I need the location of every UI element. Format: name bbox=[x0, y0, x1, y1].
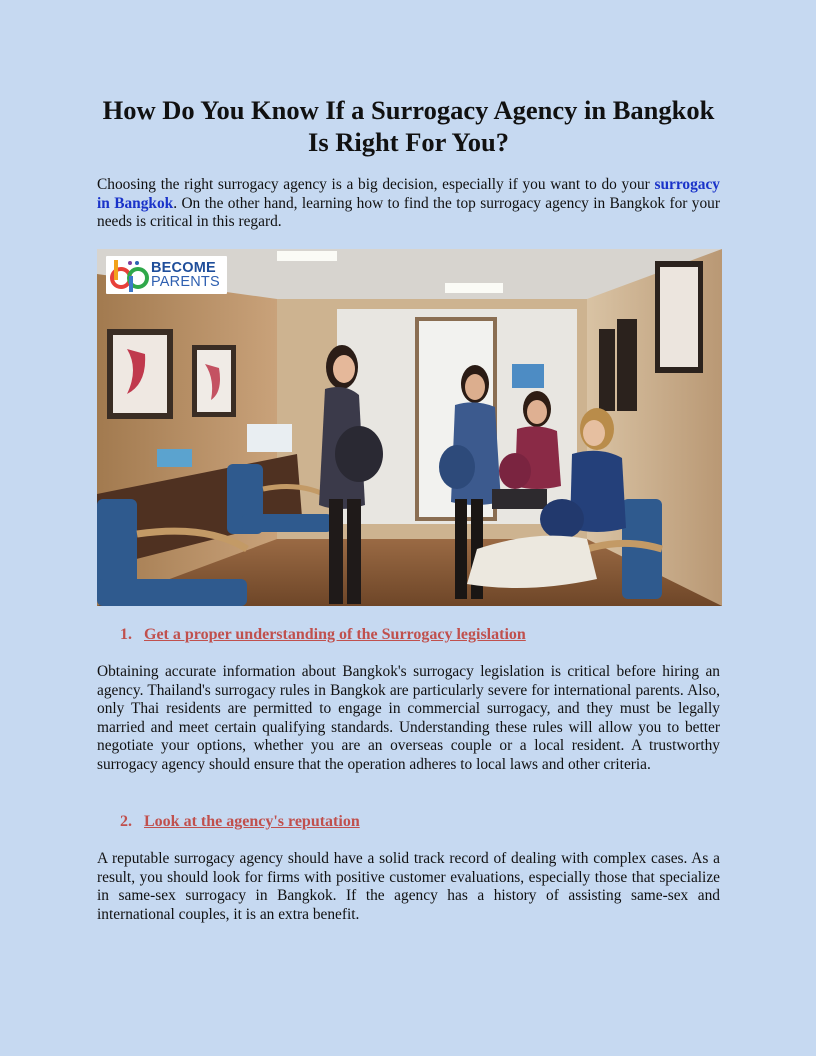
section-1-number: 1. bbox=[120, 626, 132, 643]
section-2-number: 2. bbox=[120, 813, 132, 830]
bp-logo-icon bbox=[110, 258, 150, 292]
become-parents-logo bbox=[106, 256, 227, 294]
section-2-body: A reputable surrogacy agency should have a solid track record of dealing with complex cases. As a result, you should look for firms with positive customer evaluations, especially those that specialize in same-sex surrogacy in Bangkok. If the agency has a history of assisting same-sex and international couples, it is an extra benefit. bbox=[97, 850, 720, 923]
section-2-heading-link[interactable]: Look at the agency's reputation bbox=[144, 813, 360, 830]
section-1-heading-link[interactable]: Get a proper understanding of the Surrogacy legislation bbox=[144, 626, 526, 643]
hero-image bbox=[97, 249, 722, 606]
logo-line2: PARENTS bbox=[151, 274, 220, 290]
intro-text-before: Choosing the right surrogacy agency is a big decision, especially if you want to do your bbox=[97, 176, 655, 193]
section-1-heading bbox=[120, 625, 526, 645]
page-title: How Do You Know If a Surrogacy Agency in Bangkok Is Right For You? bbox=[102, 95, 715, 157]
logo-line1: BECOME bbox=[151, 260, 216, 276]
surrogacy-bangkok-link[interactable]: surrogacy in Bangkok bbox=[97, 176, 720, 212]
section-1-body: Obtaining accurate information about Bangkok's surrogacy legislation is critical before hiring an agency. Thailand's surrogacy rules in Bangkok are particularly severe for international parents. Also, only Thai residents are permitted to engage in commercial surrogacy, and they must be legally married and meet certain qualifying standards. Understanding these rules will allow you to better negotiate your options, whether you are an overseas couple or a local resident. A trustworthy surrogacy agency should ensure that the operation adheres to local laws and other criteria. bbox=[97, 663, 720, 773]
logo-wordmark bbox=[151, 261, 220, 289]
section-2-heading bbox=[120, 812, 360, 832]
intro-paragraph bbox=[97, 176, 720, 232]
clinic-waiting-room-illustration bbox=[97, 249, 722, 606]
intro-text-after: . On the other hand, learning how to find the top surrogacy agency in Bangkok for your needs is critical in this regard. bbox=[97, 194, 720, 230]
